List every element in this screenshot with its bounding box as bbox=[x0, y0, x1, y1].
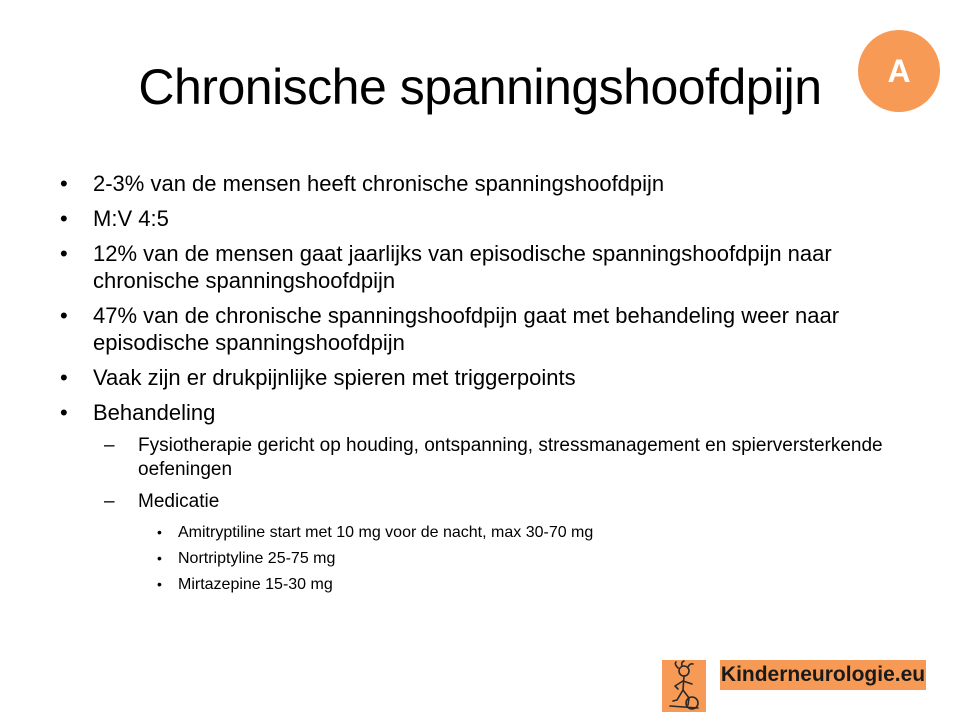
bullet-item bbox=[60, 170, 920, 197]
bullet-text: Vaak zijn er drukpijnlijke spieren met triggerpoints bbox=[93, 365, 576, 390]
bullet-text: M:V 4:5 bbox=[93, 206, 169, 231]
medication-item bbox=[60, 574, 920, 595]
bullet-item bbox=[60, 399, 920, 426]
bullet-icon: • bbox=[60, 303, 68, 328]
sub-item-text: Fysiotherapie gericht op houding, ontspanning, stressmanagement en spierversterkende oefeningen bbox=[138, 435, 883, 480]
medication-text: Mirtazepine 15-30 mg bbox=[178, 576, 333, 593]
medication-text: Nortriptyline 25-75 mg bbox=[178, 550, 336, 567]
sub-item bbox=[60, 490, 920, 514]
bullet-icon: • bbox=[157, 576, 162, 592]
bullet-item bbox=[60, 302, 920, 356]
logo-figure-icon bbox=[662, 660, 706, 712]
bullet-text: 2-3% van de mensen heeft chronische spanningshoofdpijn bbox=[93, 171, 665, 196]
bullet-icon: • bbox=[60, 400, 68, 425]
bullet-text: 12% van de mensen gaat jaarlijks van episodische spanningshoofdpijn naar chronische spanningshoofdpijn bbox=[93, 241, 832, 293]
medication-item bbox=[60, 522, 920, 543]
sub-item bbox=[60, 434, 920, 482]
bullet-item bbox=[60, 240, 920, 294]
bullet-item bbox=[60, 364, 920, 391]
bullet-icon: • bbox=[157, 524, 162, 540]
bullet-list bbox=[60, 170, 920, 600]
bullet-icon: • bbox=[60, 171, 68, 196]
slide-title: Chronische spanningshoofdpijn bbox=[138, 59, 822, 115]
medication-item bbox=[60, 548, 920, 569]
sub-item-text: Medicatie bbox=[138, 491, 220, 512]
bullet-icon: • bbox=[157, 550, 162, 566]
bullet-text: Behandeling bbox=[93, 400, 216, 425]
bullet-icon: • bbox=[60, 206, 68, 231]
level-badge: A bbox=[858, 30, 940, 112]
bullet-item bbox=[60, 205, 920, 232]
treatment-sublist bbox=[60, 434, 920, 595]
medication-text: Amitryptiline start met 10 mg voor de nacht, max 30-70 mg bbox=[178, 524, 594, 541]
logo-text: Kinderneurologie.eu bbox=[720, 660, 926, 690]
medication-list bbox=[60, 522, 920, 595]
dash-icon: – bbox=[104, 435, 115, 456]
bullet-text: 47% van de chronische spanningshoofdpijn gaat met behandeling weer naar episodische spanningshoofdpijn bbox=[93, 303, 840, 355]
bullet-icon: • bbox=[60, 241, 68, 266]
dash-icon: – bbox=[104, 491, 115, 512]
bullet-icon: • bbox=[60, 365, 68, 390]
